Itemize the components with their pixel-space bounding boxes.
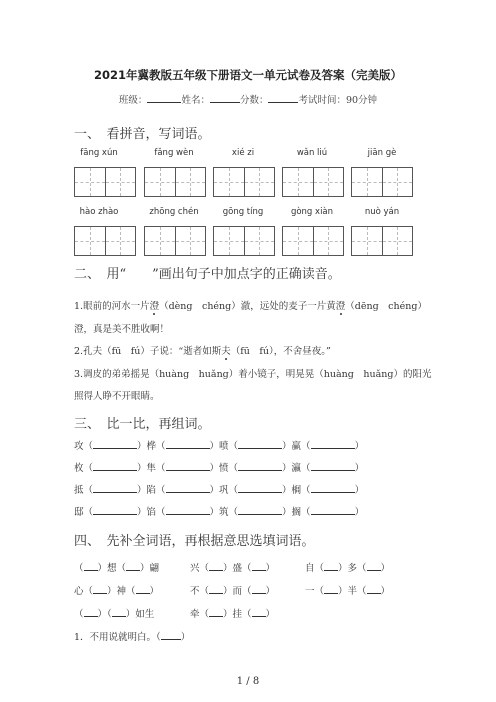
sentence-line: 澄，真是美不胜收啊！ — [74, 324, 170, 335]
answer-blank[interactable] — [238, 439, 282, 449]
writing-box[interactable] — [351, 226, 413, 256]
pinyin: zhōng chén — [149, 207, 199, 217]
pinyin: fāng xún — [80, 148, 118, 158]
student-info-line — [0, 92, 496, 106]
answer-blank[interactable] — [252, 561, 266, 571]
idiom-row: 牵（ ）挂（ ） — [190, 609, 276, 620]
dotted-char: 澄 — [335, 301, 346, 312]
answer-blank[interactable] — [209, 561, 223, 571]
sentence-line: 3.调皮的弟弟摇晃（huàng huǎng）着小镜子，明晃晃（huàng huǎng）的阳光 — [74, 369, 432, 380]
section2-heading: 二、 用“ ”画出句子中加点字的正确读音。 — [74, 267, 341, 282]
pinyin: gòng xiàn — [290, 207, 334, 217]
answer-blank[interactable] — [93, 505, 137, 515]
name-label: 姓名： — [181, 95, 210, 106]
writing-box[interactable] — [144, 226, 206, 256]
score-blank — [268, 93, 298, 103]
class-label: 班级： — [118, 95, 148, 106]
fill-question: 1．不用说就明白。（ ） — [74, 632, 191, 643]
answer-blank[interactable] — [238, 461, 282, 471]
answer-blank[interactable] — [311, 461, 355, 471]
writing-box[interactable] — [74, 167, 136, 197]
dotted-char: 夫 — [221, 346, 231, 357]
answer-blank[interactable] — [166, 505, 210, 515]
pinyin: hào zhào — [79, 207, 119, 217]
writing-box[interactable] — [282, 167, 344, 197]
idiom-row: 不（ ）而（ ） — [190, 586, 276, 597]
answer-blank[interactable] — [311, 505, 355, 515]
answer-blank[interactable] — [166, 461, 210, 471]
writing-box[interactable] — [351, 167, 413, 197]
idiom-row: 自（ ）多（ ） — [305, 563, 391, 574]
page-title: 2021年冀教版五年级下册语文一单元试卷及答案（完美版） — [93, 68, 402, 82]
answer-blank[interactable] — [324, 584, 338, 594]
answer-blank[interactable] — [209, 607, 223, 617]
time-label: 考试时间：90分钟 — [298, 95, 378, 106]
answer-blank[interactable] — [311, 439, 355, 449]
sentence-line: 2.孔夫（fū fú）子说：“逝者如斯夫（fū fú），不舍昼夜。” — [74, 346, 331, 357]
section3-heading: 三、 比一比，再组词。 — [74, 417, 211, 432]
writing-box[interactable] — [213, 226, 275, 256]
answer-blank[interactable] — [209, 584, 223, 594]
idiom-row: 一（ ）半（ ） — [305, 586, 391, 597]
writing-box[interactable] — [74, 226, 136, 256]
writing-box[interactable] — [282, 226, 344, 256]
pinyin: jiān gè — [367, 148, 397, 158]
idiom-row: 心（ ）神（ ） — [74, 586, 160, 597]
pinyin: nuò yán — [364, 207, 400, 217]
answer-blank[interactable] — [112, 607, 126, 617]
answer-blank[interactable] — [84, 607, 98, 617]
answer-blank[interactable] — [252, 607, 266, 617]
answer-blank[interactable] — [93, 483, 137, 493]
compare-row: 攻（ ）桦（ ）喷（ ）赢（ ） — [74, 441, 365, 452]
dotted-char: 澄 — [149, 301, 160, 312]
sentence-line: 照得人睁不开眼睛。 — [74, 391, 160, 402]
answer-blank[interactable] — [367, 561, 381, 571]
pinyin: gōng tíng — [222, 207, 264, 217]
answer-blank[interactable] — [324, 561, 338, 571]
answer-blank[interactable] — [166, 483, 210, 493]
idiom-row: （ ）（ ）如生 — [74, 609, 155, 620]
name-blank — [210, 93, 240, 103]
pinyin: wǎn liú — [296, 148, 328, 158]
section4-heading: 四、 先补全词语，再根据意思选填词语。 — [74, 534, 315, 549]
answer-blank[interactable] — [238, 505, 282, 515]
compare-row: 邸（ ）馅（ ）筑（ ）搁（ ） — [74, 507, 365, 518]
answer-blank[interactable] — [161, 630, 181, 640]
answer-blank[interactable] — [311, 483, 355, 493]
idiom-row: 兴（ ）盛（ ） — [190, 563, 276, 574]
answer-blank[interactable] — [93, 584, 107, 594]
class-blank — [147, 93, 181, 103]
answer-blank[interactable] — [84, 561, 98, 571]
writing-box[interactable] — [213, 167, 275, 197]
answer-blank[interactable] — [126, 561, 140, 571]
compare-row: 枚（ ）隼（ ）愤（ ）瀛（ ） — [74, 463, 365, 474]
answer-blank[interactable] — [136, 584, 150, 594]
section1-heading: 一、 看拼音，写词语。 — [74, 127, 211, 142]
writing-box[interactable] — [144, 167, 206, 197]
sentence-line: 1.眼前的河水一片澄（dèng chéng）澈，远处的麦子一片黄澄（dēng chéng） — [74, 301, 427, 312]
answer-blank[interactable] — [252, 584, 266, 594]
score-label: 分数： — [239, 95, 269, 106]
pinyin: xié zi — [231, 148, 255, 158]
idiom-row: （ ）想（ ）翩 — [74, 563, 160, 574]
answer-blank[interactable] — [166, 439, 210, 449]
compare-row: 抵（ ）陷（ ）巩（ ）榈（ ） — [74, 485, 365, 496]
answer-blank[interactable] — [93, 439, 137, 449]
answer-blank[interactable] — [367, 584, 381, 594]
page-number: 1 / 8 — [236, 676, 260, 687]
pinyin: fǎng wèn — [154, 148, 194, 158]
answer-blank[interactable] — [93, 461, 137, 471]
answer-blank[interactable] — [238, 483, 282, 493]
